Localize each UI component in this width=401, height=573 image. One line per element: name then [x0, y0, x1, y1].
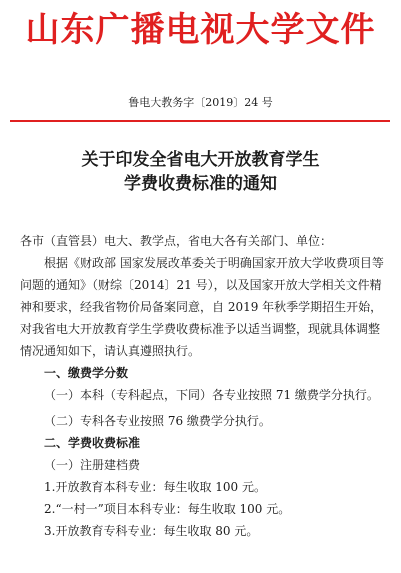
section-heading-credits: 一、缴费学分数 — [44, 366, 129, 380]
title-line-1: 关于印发全省电大开放教育学生 — [81, 150, 320, 170]
paragraph-basis: 根据《财政部 国家发展改革委关于明确国家开放大学收费项目等问题的通知》（财综〔2014〕21 号），以及国家开放大学相关文件精神和要求，经我省物价局备案同意，自 2019 年秋季学期招生开始，对我省电大开放教育学生学费收费标准予以适当调整，现就具体调整情况通知如下，请认真遵照执行。 — [20, 256, 384, 358]
fee-line-1: 1.开放教育本科专业：每生收取 100 元。 — [44, 480, 266, 494]
fee-line-3: 3.开放教育专科专业：每生收取 80 元。 — [44, 524, 259, 538]
document-number: 鲁电大教务字〔2019〕24 号 — [128, 96, 273, 109]
section-heading-fees: 二、学费收费标准 — [44, 436, 141, 450]
salutation: 各市（直管县）电大、教学点，省电大各有关部门、单位： — [20, 234, 333, 248]
fee-line-2: 2.“一村一”项目本科专业：每生收取 100 元。 — [44, 502, 291, 516]
title-line-2: 学费收费标准的通知 — [124, 174, 277, 194]
item-college-credits: （二）专科各专业按照 76 缴费学分执行。 — [44, 414, 271, 428]
document-body — [20, 230, 388, 542]
red-divider — [10, 120, 390, 122]
document-title — [0, 148, 401, 196]
item-registration-fee: （一）注册建档费 — [44, 458, 141, 472]
item-undergrad-credits: （一）本科（专科起点，下同）各专业按照 71 缴费学分执行。 — [44, 388, 379, 402]
masthead-title: 山东广播电视大学文件 — [25, 10, 376, 50]
